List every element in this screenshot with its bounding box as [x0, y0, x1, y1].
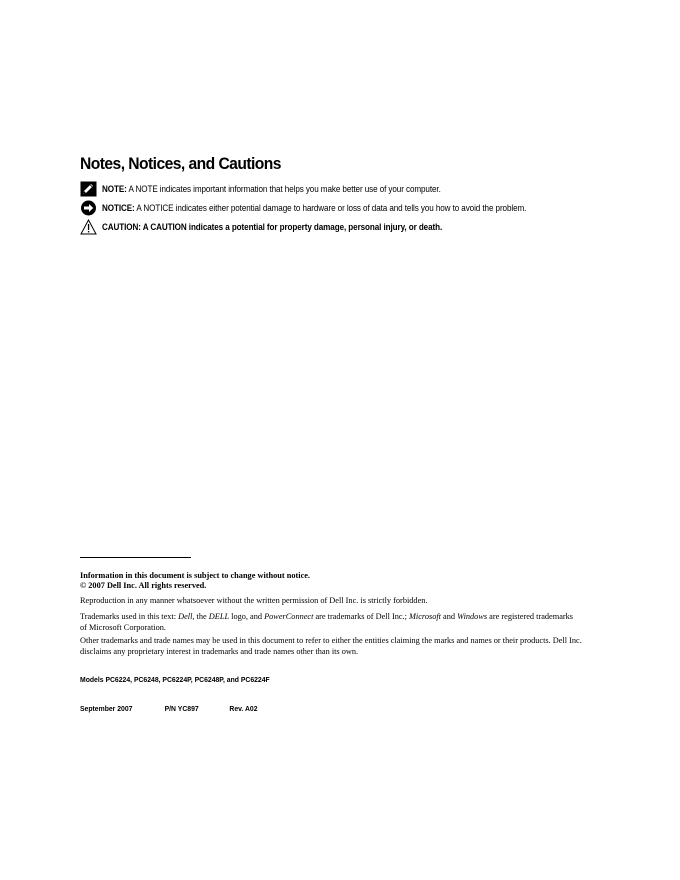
caution-admonition — [80, 219, 480, 235]
trademark-dell-logo: DELL — [208, 612, 230, 621]
trademarks-text: Trademarks used in this text: — [80, 612, 179, 621]
notice-admonition — [80, 200, 573, 216]
part-number: P/N YC897 — [164, 704, 199, 713]
trademark-powerconnect: PowerConnect — [264, 612, 314, 621]
note-label: NOTE: — [102, 184, 127, 194]
trademarks-text: and — [440, 612, 458, 621]
publication-date: September 2007 — [80, 704, 133, 713]
footer-meta — [80, 704, 350, 716]
notice-label: NOTICE: — [102, 203, 135, 213]
footer-divider — [80, 557, 191, 558]
caution-text: A CAUTION indicates a potential for property damage, personal injury, or death. — [140, 222, 443, 232]
other-trademarks-notice: Other trademarks and trade names may be used in this document to refer to either the entities claiming the marks and names or their products. Dell Inc. disclaims any proprietary interest in trademarks and trade names other than its own. — [80, 636, 582, 656]
revision: Rev. A02 — [229, 704, 258, 713]
note-text: A NOTE indicates important information that helps you make better use of your computer. — [126, 184, 441, 194]
notice-text: A NOTICE indicates either potential damage to hardware or loss of data and tells you how to avoid the problem. — [134, 203, 527, 213]
trademark-dell: Dell — [178, 612, 193, 621]
trademarks-text: are trademarks of Dell Inc.; — [313, 612, 410, 621]
note-admonition — [80, 181, 478, 197]
trademarks-text: , the — [192, 612, 209, 621]
trademarks-notice — [80, 612, 580, 633]
page-title: Notes, Notices, and Cautions — [80, 154, 281, 173]
trademarks-text: are registered trademarks of Microsoft Corporation. — [80, 612, 574, 632]
caution-label: CAUTION: — [102, 222, 141, 232]
trademark-microsoft: Microsoft — [409, 612, 441, 621]
copyright: © 2007 Dell Inc. All rights reserved. — [80, 581, 207, 590]
trademarks-text: logo, and — [229, 612, 265, 621]
caution-triangle-icon — [80, 219, 97, 235]
reproduction-notice: Reproduction in any manner whatsoever without the written permission of Dell Inc. is strictly forbidden. — [80, 596, 428, 605]
change-notice: Information in this document is subject to change without notice. — [80, 571, 311, 580]
trademark-windows: Windows — [457, 612, 488, 621]
notice-arrow-icon — [80, 200, 97, 216]
models-line: Models PC6224, PC6248, PC6224P, PC6248P, and PC6224F — [80, 675, 270, 684]
note-pencil-icon — [80, 181, 97, 197]
